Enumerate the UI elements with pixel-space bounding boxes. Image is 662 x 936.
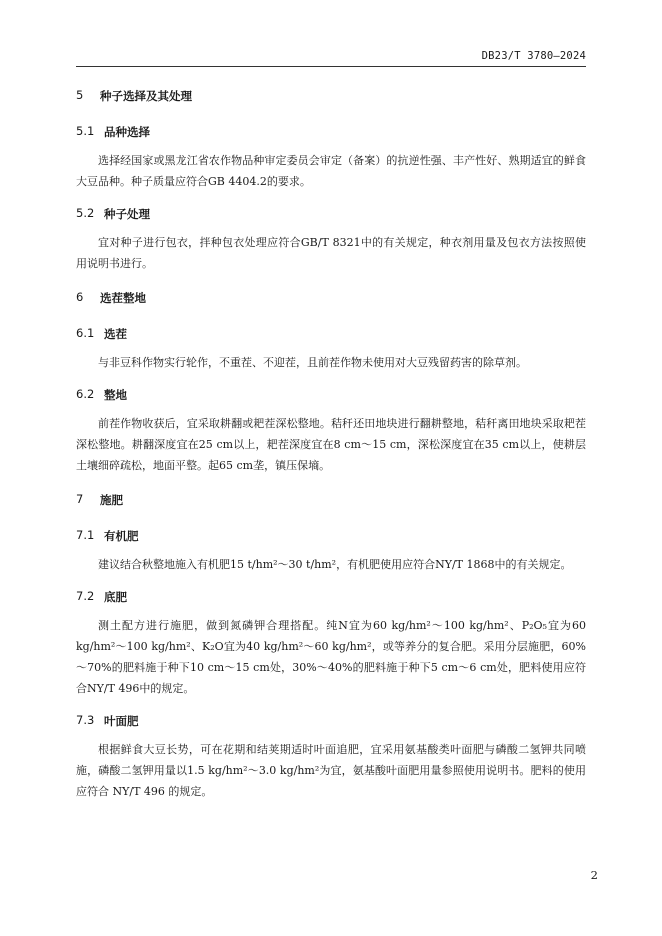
paragraph-5-1: 选择经国家或黑龙江省农作物品种审定委员会审定（备案）的抗逆性强、丰产性好、熟期适宜的鲜食大豆品种。种子质量应符合GB 4404.2的要求。 — [76, 154, 586, 188]
heading-6-2 — [76, 387, 586, 403]
heading-title: 品种选择 — [104, 125, 150, 139]
heading-title: 有机肥 — [104, 529, 139, 543]
heading-title: 整地 — [104, 388, 127, 402]
heading-title: 种子处理 — [104, 207, 150, 221]
document-code: DB23/T 3780—2024 — [481, 50, 586, 62]
heading-number: 5 — [76, 88, 84, 102]
heading-5-1 — [76, 124, 586, 140]
heading-title: 选茬整地 — [100, 291, 146, 305]
paragraph-6-2: 前茬作物收获后，宜采取耕翻或耙茬深松整地。秸秆还田地块进行翻耕整地，秸秆离田地块采取耙茬深松整地。耕翻深度宜在25 cm以上，耙茬深度宜在8 cm～15 cm，深松深度宜在35 cm以上，使耕层土壤细碎疏松，地面平整。起65 cm垄，镇压保墒。 — [76, 417, 586, 472]
heading-title: 选茬 — [104, 327, 127, 341]
heading-number: 7.1 — [76, 528, 95, 542]
heading-number: 6 — [76, 290, 84, 304]
heading-6 — [76, 290, 586, 306]
heading-number: 5.1 — [76, 124, 95, 138]
heading-7-3 — [76, 713, 586, 729]
heading-7-1 — [76, 528, 586, 544]
heading-title: 施肥 — [100, 493, 123, 507]
heading-number: 7 — [76, 492, 84, 506]
page-number: 2 — [590, 868, 598, 882]
document-body — [76, 84, 586, 802]
heading-7 — [76, 492, 586, 508]
heading-number: 7.2 — [76, 589, 95, 603]
paragraph-5-2: 宜对种子进行包衣，拌种包衣处理应符合GB/T 8321中的有关规定，种衣剂用量及包衣方法按照使用说明书进行。 — [76, 236, 586, 270]
paragraph-7-3: 根据鲜食大豆长势，可在花期和结荚期适时叶面追肥，宜采用氨基酸类叶面肥与磷酸二氢钾共同喷施，磷酸二氢钾用量以1.5 kg/hm²～3.0 kg/hm²为宜，氨基酸叶面肥用量参照使用说明书。肥料的使用应符合 NY/T 496 的规定。 — [76, 743, 586, 798]
header-rule — [76, 66, 586, 67]
heading-number: 7.3 — [76, 713, 95, 727]
heading-title: 叶面肥 — [104, 714, 139, 728]
heading-number: 6.1 — [76, 326, 95, 340]
heading-6-1 — [76, 326, 586, 342]
paragraph-7-1: 建议结合秋整地施入有机肥15 t/hm²～30 t/hm²，有机肥使用应符合NY/T 1868中的有关规定。 — [98, 558, 572, 571]
heading-number: 5.2 — [76, 206, 95, 220]
paragraph-7-2: 测土配方进行施肥，做到氮磷钾合理搭配。纯N宜为60 kg/hm²～100 kg/hm²、P₂O₅宜为60 kg/hm²～100 kg/hm²、K₂O宜为40 kg/hm²～60 kg/hm²，或等养分的复合肥。采用分层施肥，60%～70%的肥料施于种下10 cm～15 cm处，30%～40%的肥料施于种下5 cm～6 cm处，肥料使用应符合NY/T 496中的规定。 — [76, 619, 586, 695]
heading-7-2 — [76, 589, 586, 605]
paragraph-6-1: 与非豆科作物实行轮作，不重茬、不迎茬，且前茬作物未使用对大豆残留药害的除草剂。 — [98, 356, 527, 369]
heading-5-2 — [76, 206, 586, 222]
heading-title: 种子选择及其处理 — [100, 89, 192, 103]
heading-number: 6.2 — [76, 387, 95, 401]
heading-title: 底肥 — [104, 590, 127, 604]
heading-5 — [76, 88, 586, 104]
